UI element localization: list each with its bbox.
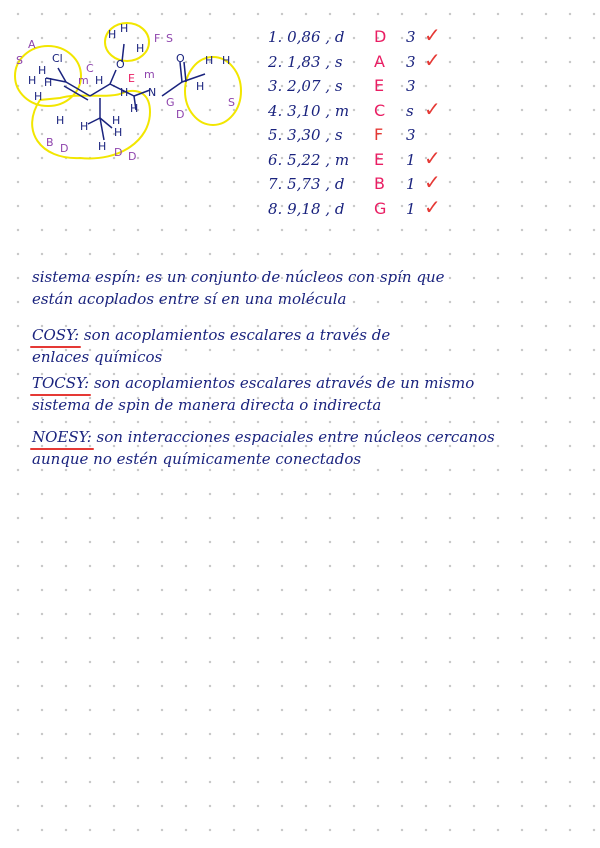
label-c: C — [86, 62, 94, 75]
tocsy-term: TOCSY: — [32, 374, 90, 392]
molecule-drawing — [0, 0, 300, 180]
nmr-entry-text: 2. 1,83 , s — [268, 52, 343, 71]
atom-h: H — [196, 80, 205, 93]
atom-h: H — [130, 102, 139, 115]
label-a: A — [28, 38, 36, 51]
atom-h: H — [95, 74, 104, 87]
noesy-definition-cont: aunque no estén químicamente conectados — [32, 450, 362, 468]
tocsy-definition-cont: sistema de spin de manera directa o indirecta — [32, 396, 382, 414]
label-b: B — [46, 136, 54, 149]
nmr-integration: s — [406, 101, 414, 120]
nmr-integration: 1 — [406, 175, 416, 193]
atom-h: H — [34, 90, 43, 103]
nmr-integration: 1 — [406, 199, 416, 218]
atom-n: N — [148, 86, 157, 99]
atom-h: H — [98, 140, 107, 153]
noesy-term: NOESY: — [32, 428, 92, 446]
nmr-proton-label: C — [374, 100, 386, 120]
check-icon: ✓ — [424, 47, 441, 72]
atom-h: H — [56, 114, 65, 127]
nmr-integration: 3 — [406, 77, 416, 95]
atom-h: H — [108, 28, 117, 41]
label-d: D — [114, 146, 123, 159]
nmr-proton-label: E — [374, 76, 385, 95]
spin-system-definition-cont: están acoplados entre sí en una molécula — [32, 290, 347, 308]
cosy-term: COSY: — [32, 326, 80, 344]
check-icon: ✓ — [424, 23, 441, 47]
check-icon: ✓ — [424, 170, 441, 194]
nmr-entry-text: 5. 3,30 , s — [268, 126, 343, 144]
nmr-integration: 1 — [406, 150, 416, 169]
nmr-assignment-list — [268, 23, 468, 222]
noesy-definition — [32, 426, 582, 448]
cosy-definition-cont: enlaces químicos — [32, 348, 163, 366]
atom-h: H — [120, 86, 129, 99]
atom-h: H — [44, 76, 53, 89]
nmr-integration: 3 — [406, 52, 416, 71]
nmr-proton-label: E — [374, 149, 385, 169]
atom-h: H — [120, 22, 129, 35]
atom-h: H — [28, 74, 37, 87]
atom-h: H — [80, 120, 89, 133]
nmr-integration: 3 — [406, 28, 416, 46]
atom-cl: Cl — [52, 52, 63, 65]
nmr-row — [268, 194, 468, 223]
atom-h: H — [205, 54, 214, 67]
tocsy-definition — [32, 372, 582, 394]
label-m: m — [78, 74, 89, 87]
nmr-entry-text: 1. 0,86 , d — [268, 28, 345, 46]
spin-system-definition: sistema espín: es un conjunto de núcleos con spín que — [32, 268, 445, 286]
nmr-entry-text: 7. 5,73 , d — [268, 175, 345, 193]
noesy-text: son interacciones espaciales entre núcleos cercanos — [91, 428, 495, 446]
label-f: F — [154, 32, 161, 45]
cosy-text: son acoplamientos escalares a través de — [79, 326, 391, 344]
definitions-notes — [32, 266, 582, 470]
label-d: D — [60, 142, 69, 155]
highlight-loop-acetyl — [185, 57, 241, 125]
label-d: D — [128, 150, 137, 163]
atom-h: H — [222, 54, 231, 67]
nmr-entry-text: 4. 3,10 , m — [268, 101, 350, 120]
label-s: S — [16, 54, 23, 67]
check-icon: ✓ — [424, 145, 441, 170]
label-s: S — [166, 32, 173, 45]
check-icon: ✓ — [424, 194, 441, 219]
atom-o-carbonyl: O — [176, 52, 185, 65]
nmr-proton-label: A — [374, 51, 385, 71]
label-g: G — [166, 96, 175, 109]
cosy-definition — [32, 324, 582, 346]
nmr-proton-label: F — [374, 125, 384, 144]
atom-h: H — [114, 126, 123, 139]
label-e: E — [128, 72, 135, 85]
nmr-entry-text: 8. 9,18 , d — [268, 199, 345, 218]
nmr-row — [268, 96, 468, 125]
label-d: D — [176, 108, 185, 121]
atom-h: H — [136, 42, 145, 55]
nmr-proton-label: D — [374, 27, 387, 46]
nmr-row — [268, 47, 468, 76]
label-s: S — [228, 96, 235, 109]
atom-h: H — [38, 64, 47, 77]
nmr-entry-text: 6. 5,22 , m — [268, 150, 350, 169]
atom-o-ether: O — [116, 58, 125, 71]
nmr-proton-label: G — [374, 198, 387, 218]
nmr-integration: 3 — [406, 126, 416, 144]
check-icon: ✓ — [424, 96, 441, 121]
nmr-proton-label: B — [374, 174, 385, 193]
label-m: m — [144, 68, 155, 81]
nmr-entry-text: 3. 2,07 , s — [268, 77, 343, 95]
tocsy-text: son acoplamientos escalares através de un mismo — [89, 374, 475, 392]
atom-h: H — [112, 114, 121, 127]
